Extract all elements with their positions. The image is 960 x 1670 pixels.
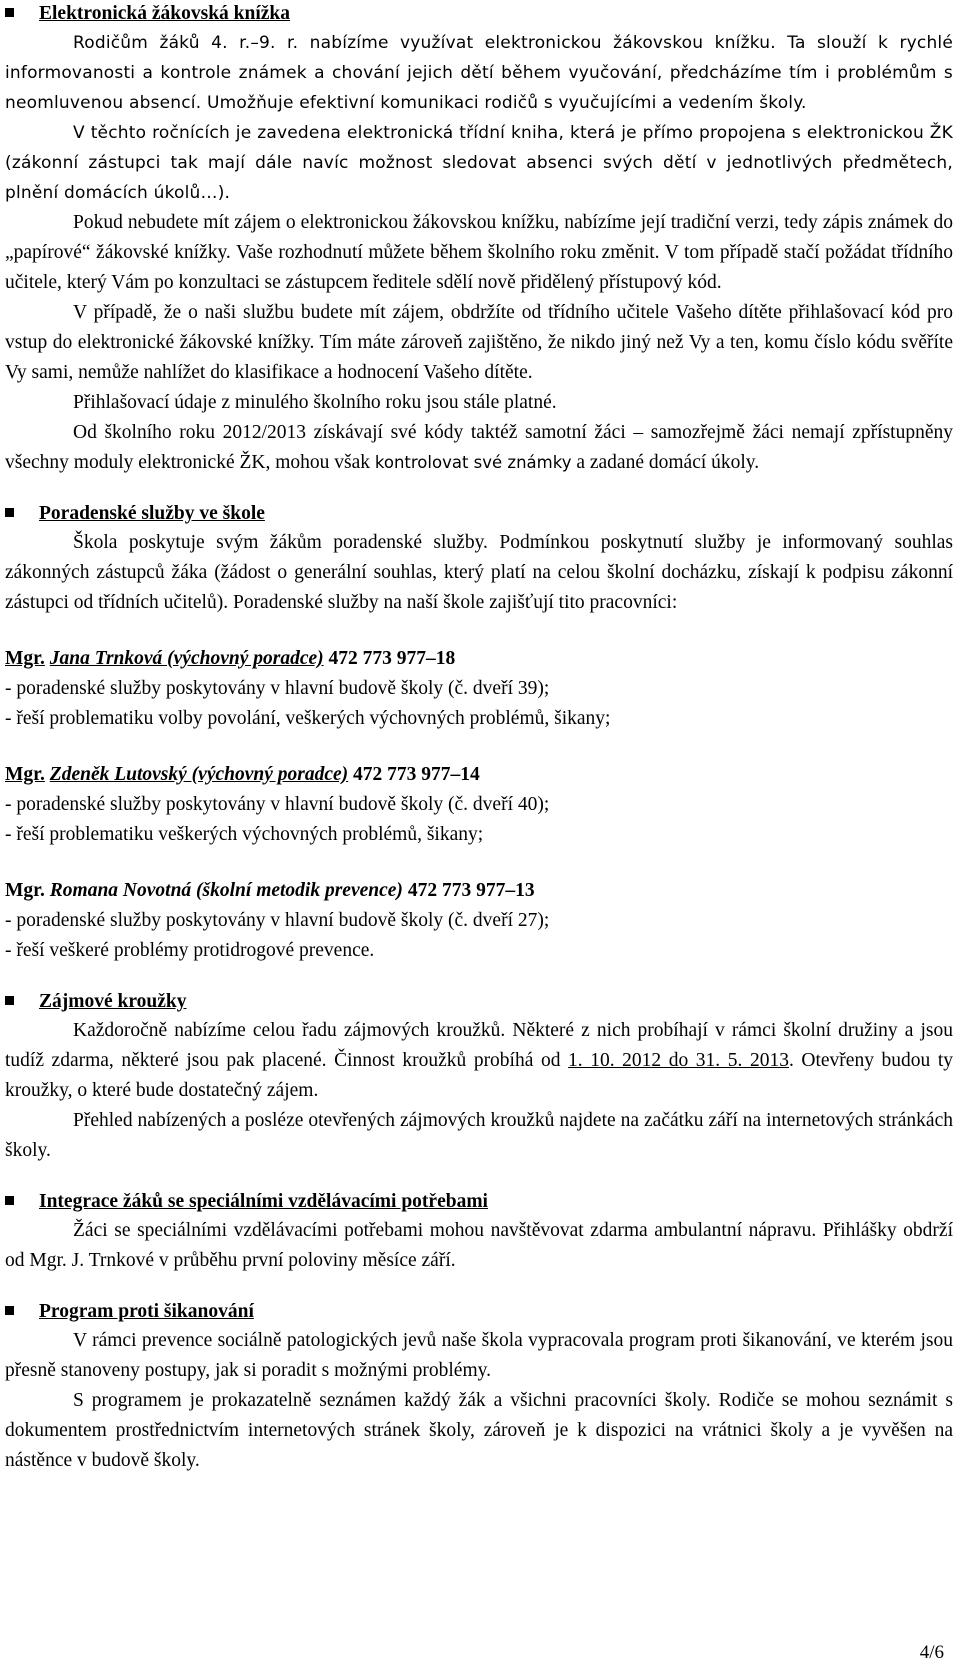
counselor-entry (5, 644, 953, 734)
list-item: - poradenské služby poskytovány v hlavní budově školy (č. dveří 27); (5, 910, 550, 931)
page-number: 4/6 (919, 1642, 944, 1663)
highlighted-text: kontrolovat své známky (374, 453, 572, 472)
paragraph (5, 418, 953, 478)
section-heading (5, 0, 953, 28)
list-item: - řeší problematiku veškerých výchovných problémů, šikany; (5, 824, 484, 845)
section-heading (5, 1298, 953, 1326)
paragraph: Každoročně nabízíme celou řadu zájmových kroužků. Některé z nich probíhají v rámci školní družiny a jsou tudíž zdarma, některé jsou pak placené. Činnost kroužků probíhá od 1. 10. 2012 do 31. 5. 2013. Otevřeny budou ty kroužky, o které bude dostatečný zájem. (5, 1020, 954, 1101)
paragraph: S programem je prokazatelně seznámen každý žák a všichni pracovníci školy. Rodiče se mohou seznámit s dokumentem prostřednictvím internetových stránek školy, zároveň je k dispozici na vrátnici školy a je vyvěšen na nástěnce v budově školy. (5, 1390, 953, 1471)
phone-number: 472 773 977–18 (328, 648, 456, 669)
paragraph: Škola poskytuje svým žákům poradenské služby. Podmínkou poskytnutí služby je informovaný souhlas zákonných zástupců žáka (žádost o generální souhlas, který platí na celou školní docházku, získají k podpisu zákonní zástupci od třídních učitelů). Poradenské služby na naší škole zajišťují tito pracovníci: (5, 532, 953, 613)
paragraph: Rodičům žáků 4. r.–9. r. nabízíme využívat elektronickou žákovskou knížku. Ta slouží k rychlé informovanosti a kontrole známek a chování jejich dětí během vyučování, předcházíme tím i problémům s neomluvenou absencí. Umožňuje efektivní komunikaci rodičů s vyučujícími a vedením školy. (5, 33, 953, 113)
list-item: - řeší veškeré problémy protidrogové prevence. (5, 940, 375, 961)
counselor-name: Mgr. Jana Trnková (výchovný poradce) 472 773 977–18 (5, 648, 456, 669)
paragraph: Přihlašovací údaje z minulého školního roku jsou stále platné. (73, 392, 557, 413)
phone-number: 472 773 977–13 (407, 880, 535, 901)
heading-text: Poradenské služby ve škole (39, 503, 265, 524)
paragraph: V těchto ročnících je zavedena elektronická třídní kniha, která je přímo propojena s elektronickou ŽK (zákonní zástupci tak mají dále navíc možnost sledovat absenci svých dětí v jednotlivých předmětech, plnění domácích úkolů…). (5, 123, 953, 203)
section-heading (5, 500, 953, 528)
paragraph: V případě, že o naši službu budete mít zájem, obdržíte od třídního učitele Vašeho dítěte přihlašovací kód pro vstup do elektronické žákovské knížky. Tím máte zároveň zajištěno, že nikdo jiný než Vy a ten, komu číslo kódu svěříte Vy sami, nemůže nahlížet do klasifikace a hodnocení Vašeho dítěte. (5, 302, 953, 383)
counselor-entry (5, 760, 953, 850)
section-anti-bullying (5, 1298, 953, 1476)
square-bullet-icon (5, 8, 14, 17)
heading-text: Program proti šikanování (39, 1301, 254, 1322)
section-interest-clubs (5, 988, 953, 1166)
square-bullet-icon (5, 1196, 14, 1205)
date-range: 1. 10. 2012 do 31. 5. 2013 (568, 1050, 789, 1071)
square-bullet-icon (5, 1306, 14, 1315)
square-bullet-icon (5, 508, 14, 517)
counselor-entry (5, 876, 953, 966)
phone-number: 472 773 977–14 (353, 764, 480, 785)
paragraph: Žáci se speciálními vzdělávacími potřebami mohou navštěvovat zdarma ambulantní nápravu. Přihlášky obdrží od Mgr. J. Trnkové v průběhu první poloviny měsíce září. (5, 1220, 953, 1271)
heading-text: Integrace žáků se speciálními vzdělávacími potřebami (39, 1191, 488, 1212)
list-item: - poradenské služby poskytovány v hlavní budově školy (č. dveří 40); (5, 794, 550, 815)
paragraph-text: a zadané domácí úkoly. (576, 452, 760, 473)
section-integration (5, 1188, 953, 1276)
section-counseling-services (5, 500, 953, 966)
document-page (5, 0, 953, 1476)
list-item: - poradenské služby poskytovány v hlavní budově školy (č. dveří 39); (5, 678, 550, 699)
counselor-name: Mgr. Romana Novotná (školní metodik prevence) 472 773 977–13 (5, 880, 535, 901)
paragraph: V rámci prevence sociálně patologických jevů naše škola vypracovala program proti šikanování, ve kterém jsou přesně stanoveny postupy, jak si poradit s možnými problémy. (5, 1330, 953, 1381)
paragraph-text: Od školního roku 2012/2013 získávají své kódy taktéž samotní žáci – samozřejmě žáci nemají zpřístupněny všechny moduly elektronické ŽK, mohou však (5, 422, 953, 473)
heading-text: Zájmové kroužky (39, 991, 187, 1012)
paragraph: Přehled nabízených a posléze otevřených zájmových kroužků najdete na začátku září na internetových stránkách školy. (5, 1110, 953, 1161)
counselor-name: Mgr. Zdeněk Lutovský (výchovný poradce) 472 773 977–14 (5, 764, 480, 785)
section-electronic-student-book (5, 0, 953, 478)
heading-text: Elektronická žákovská knížka (39, 3, 291, 24)
section-heading (5, 1188, 953, 1216)
section-heading (5, 988, 953, 1016)
square-bullet-icon (5, 996, 14, 1005)
paragraph: Pokud nebudete mít zájem o elektronickou žákovskou knížku, nabízíme její tradiční verzi, tedy zápis známek do „papírové“ žákovské knížky. Vaše rozhodnutí můžete během školního roku změnit. V tom případě stačí požádat třídního učitele, který Vám po konzultaci se zástupcem ředitele sdělí nově přidělený přístupový kód. (5, 212, 953, 293)
list-item: - řeší problematiku volby povolání, veškerých výchovných problémů, šikany; (5, 708, 611, 729)
